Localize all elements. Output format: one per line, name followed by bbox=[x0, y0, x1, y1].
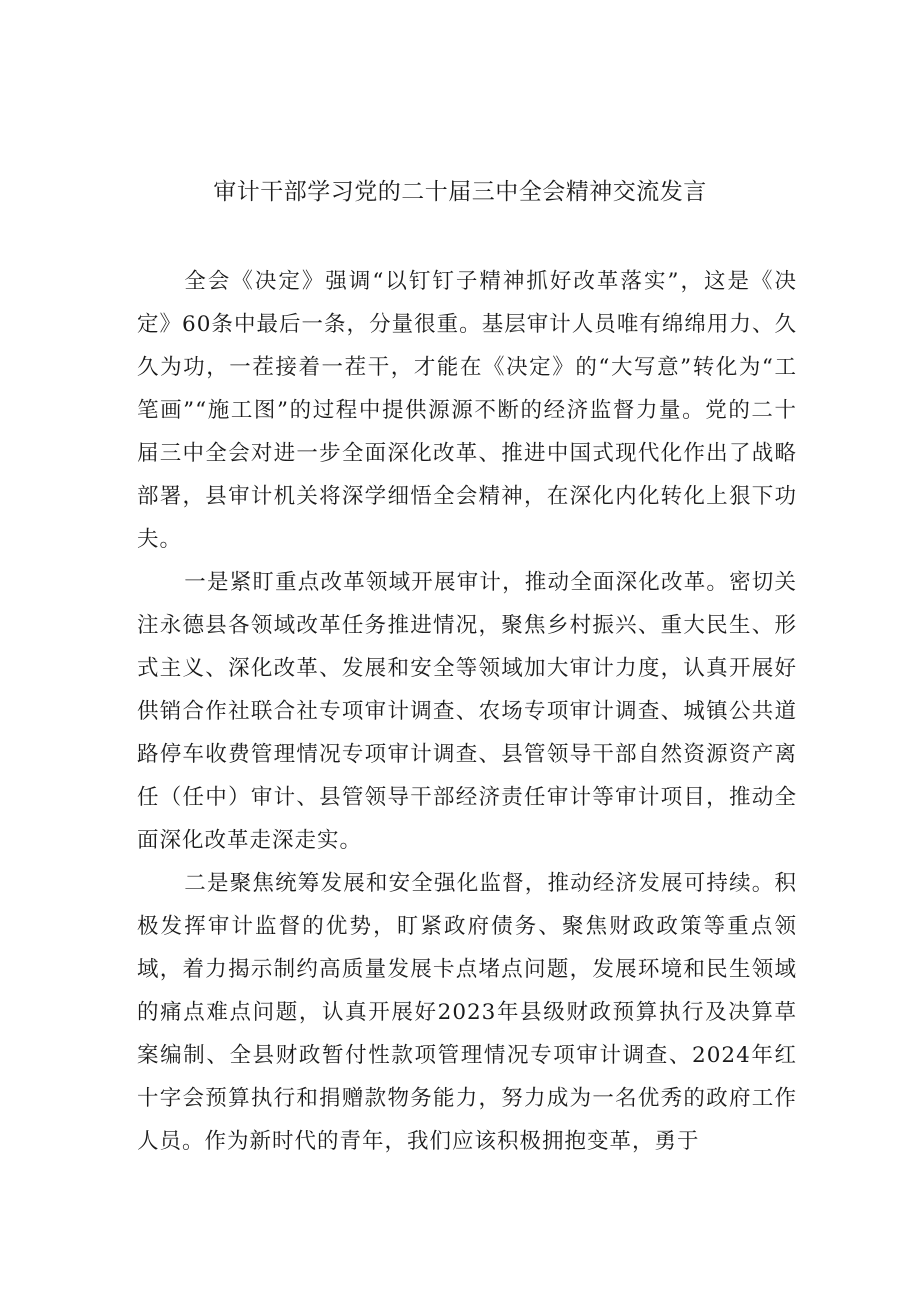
document-title: 审计干部学习党的二十届三中全会精神交流发言 bbox=[213, 179, 707, 205]
document-body bbox=[137, 260, 797, 1163]
paragraph-intro: 全会《决定》强调“以钉钉子精神抓好改革落实”，这是《决定》60条中最后一条，分量很重。基层审计人员唯有绵绵用力、久久为功，一茬接着一茬干，才能在《决定》的“大写意”转化为“工笔画”“施工图”的过程中提供源源不断的经济监督力量。党的二十届三中全会对进一步全面深化改革、推进中国式现代化作出了战略部署，县审计机关将深学细悟全会精神，在深化内化转化上狠下功夫。 bbox=[137, 269, 797, 552]
paragraph-point-two: 二是聚焦统筹发展和安全强化监督，推动经济发展可持续。积极发挥审计监督的优势，盯紧政府债务、聚焦财政政策等重点领域，着力揭示制约高质量发展卡点堵点问题，发展环境和民生领域的痛点难点问题，认真开展好2023年县级财政预算执行及决算草案编制、全县财政暂付性款项管理情况专项审计调查、2024年红十字会预算执行和捐赠款物务能力，努力成为一名优秀的政府工作人员。作为新时代的青年，我们应该积极拥抱变革，勇于 bbox=[137, 871, 797, 1154]
paragraph-point-one: 一是紧盯重点改革领域开展审计，推动全面深化改革。密切关注永德县各领域改革任务推进情况，聚焦乡村振兴、重大民生、形式主义、深化改革、发展和安全等领域加大审计力度，认真开展好供销合作社联合社专项审计调查、农场专项审计调查、城镇公共道路停车收费管理情况专项审计调查、县管领导干部自然资源资产离任（任中）审计、县管领导干部经济责任审计等审计项目，推动全面深化改革走深走实。 bbox=[137, 570, 797, 853]
